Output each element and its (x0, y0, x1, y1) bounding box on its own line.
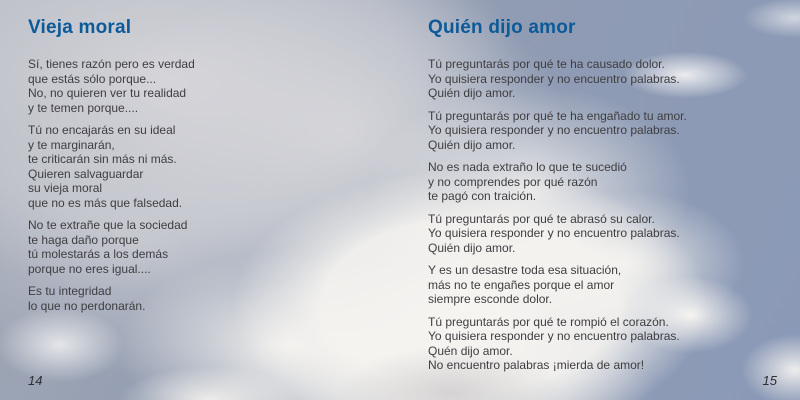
lyric-line: te pagó con traición. (428, 189, 537, 203)
right-page-number: 15 (762, 373, 777, 388)
lyric-line: Tú preguntarás por qué te ha causado dolor. (428, 57, 665, 71)
lyric-line: Yo quisiera responder y no encuentro palabras. (428, 123, 680, 137)
lyric-line: que estás sólo porque... (28, 71, 157, 86)
lyric-line: Quién dijo amor. (428, 137, 516, 152)
lyric-line: No encuentro palabras ¡mierda de amor! (428, 358, 645, 372)
stanza (428, 263, 788, 307)
stanza (428, 315, 788, 373)
lyric-line: Y es un desastre toda esa situación, (428, 263, 622, 277)
stanza (428, 160, 788, 204)
left-page-title: Vieja moral (28, 17, 132, 38)
stanza (428, 57, 788, 101)
lyric-line: No, no quieren ver tu realidad (28, 86, 187, 100)
lyric-line: Tú preguntarás por qué te abrasó su calor. (428, 211, 655, 226)
lyric-line: lo que no perdonarán. (28, 298, 146, 313)
lyric-line: Es tu integridad (28, 284, 112, 298)
lyric-line: te haga daño porque (28, 232, 139, 247)
lyric-line: Tú preguntarás por qué te ha engañado tu amor. (428, 108, 687, 123)
lyric-line: y te temen porque.... (28, 100, 139, 115)
lyric-line: su vieja moral (28, 181, 103, 195)
stanza (428, 212, 788, 256)
lyric-line: te criticarán sin más ni más. (28, 152, 177, 166)
lyric-line: Tú no encajarás en su ideal (28, 123, 176, 137)
stanza (428, 109, 788, 153)
left-page-lyrics (28, 57, 388, 313)
lyric-line: Quén dijo amor. (428, 343, 513, 358)
lyric-line: y te marginarán, (28, 137, 115, 152)
lyric-line: Sí, tienes razón pero es verdad (28, 57, 195, 71)
lyric-line: Quién dijo amor. (428, 240, 516, 255)
right-page-title: Quién dijo amor (428, 17, 576, 38)
lyric-line: Yo quisiera responder y no encuentro palabras. (428, 329, 680, 343)
stanza (28, 284, 388, 313)
stanza (28, 57, 388, 115)
stanza (28, 218, 388, 276)
lyric-line: Yo quisiera responder y no encuentro palabras. (428, 226, 680, 240)
booklet-right-page (400, 0, 800, 400)
left-page-number: 14 (28, 373, 43, 388)
stanza (28, 123, 388, 210)
lyric-line: y no comprendes por qué razón (428, 174, 598, 189)
lyric-line: porque no eres igual.... (28, 261, 151, 276)
lyric-line: siempre esconde dolor. (428, 292, 553, 306)
lyric-line: Yo quisiera responder y no encuentro palabras. (428, 71, 680, 86)
lyric-line: Quieren salvaguardar (28, 166, 144, 181)
lyric-line: Tú preguntarás por qué te rompió el corazón. (428, 314, 669, 329)
lyric-line: que no es más que falsedad. (28, 195, 183, 210)
lyric-line: No te extrañe que la sociedad (28, 218, 188, 232)
lyric-line: No es nada extraño lo que te sucedió (428, 160, 627, 174)
lyric-line: tú molestarás a los demás (28, 247, 169, 261)
lyric-line: Quién dijo amor. (428, 86, 516, 100)
lyric-line: más no te engañes porque el amor (428, 277, 615, 292)
right-page-lyrics (428, 57, 788, 373)
